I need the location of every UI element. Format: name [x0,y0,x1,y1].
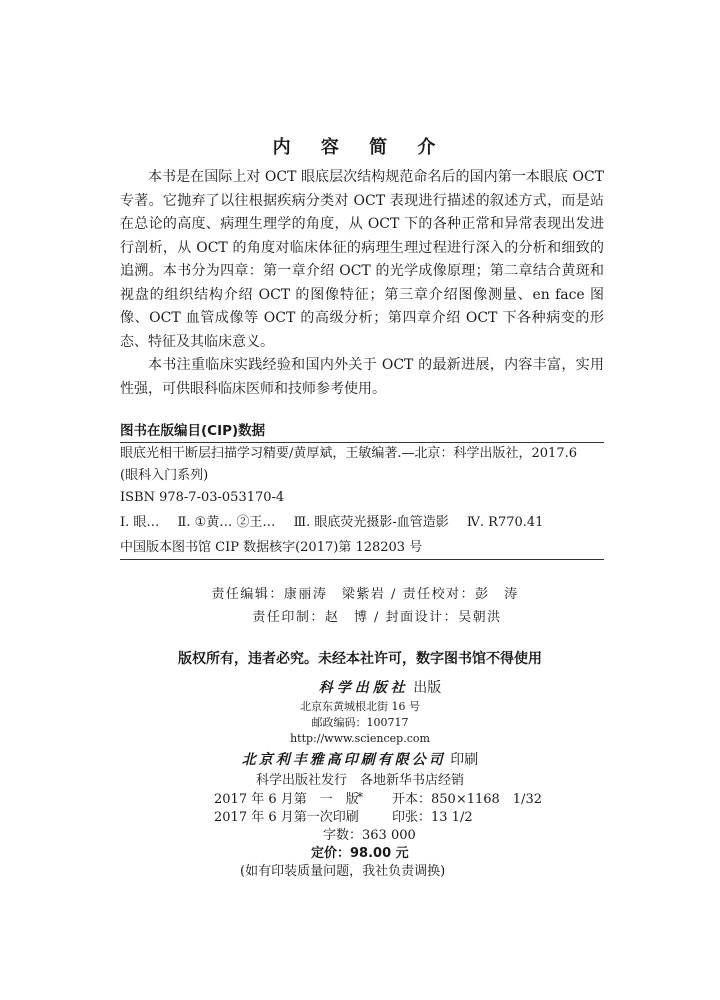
cip-subject-4: Ⅳ. R770.41 [466,515,544,530]
cip-data-block [120,420,604,560]
printing-row [0,809,720,827]
publisher-postcode: 邮政编码：100717 [311,716,409,729]
cip-bottom-rule [120,559,604,560]
format-size: 开本：850×1168 1/32 [392,792,542,807]
printer-suffix: 印刷 [450,752,479,768]
edition-row [0,791,720,809]
cip-subject-headings [120,509,604,537]
cip-isbn: ISBN 978-7-03-053170-4 [120,490,285,505]
cip-heading: 图书在版编目(CIP)数据 [120,423,266,439]
publisher-logo: 科学出版社 [318,680,409,696]
separator-star: * [357,790,363,804]
edition-date: 2017 年 6 月第 一 版 [214,792,359,807]
cip-subject-1: Ⅰ. 眼… [120,515,160,530]
page-title: 内 容 简 介 [272,137,448,158]
cip-bibliographic-line: 眼底光相干断层扫描学习精要/黄厚斌，王敏编著.—北京：科学出版社，2017.6 [120,446,577,461]
word-count: 字数：363 000 [323,828,416,843]
intro-paragraph-1: 本书是在国际上对 OCT 眼底层次结构规范命名后的国内第一本眼底 OCT 专著。它抛弃了以往根据疾病分类对 OCT 表现进行描述的叙述方式，而是站在总论的高度、病理生理学的角度，从 OCT 下的各种正常和异常表现出发进行剖析，从 OCT 的角度对临床体征的病理生理过程进行深入的分析和细致的追溯。本书分为四章：第一章介绍 OCT 的光学成像原理；第二章结合黄斑和视盘的组织结构介绍 OCT 的图像特征；第三章介绍图像测量、en face 图像、OCT 血管成像等 OCT 的高级分析；第四章介绍 OCT 下各种病变的形态、特征及其临床意义。 [120,169,604,350]
editor-line-1: 责任编辑：康丽涛 梁紫岩 / 责任校对：彭 涛 [211,587,519,602]
printing-date: 2017 年 6 月第一次印刷 [214,810,359,825]
book-introduction [120,166,604,401]
publisher-suffix: 出版 [413,680,442,696]
publisher-website: http://www.sciencep.com [290,732,430,745]
price-row [0,845,720,863]
imprint-block [0,677,720,803]
editor-line-2: 责任印制：赵 博 / 封面设计：吴朝洪 [252,610,502,625]
word-count-row [0,827,720,845]
note-row [0,863,720,881]
editorial-credits [0,583,720,629]
quality-note: (如有印装质量问题，我社负责调换) [240,864,446,879]
sheet-count: 印张：13 1/2 [392,810,473,825]
cip-series-line: (眼科入门系列) [120,468,209,483]
cip-subject-3: Ⅲ. 眼底荧光摄影-血管造影 [293,515,449,530]
publisher-line [40,677,720,699]
publication-specs [0,791,720,881]
price: 定价：98.00 元 [311,846,409,861]
printer-line [0,749,720,771]
copyright-notice: 版权所有，违者必究。未经本社许可，数字图书馆不得使用 [178,651,542,667]
publisher-address: 北京东黄城根北街 16 号 [300,700,420,713]
cip-catalog-number: 中国版本图书馆 CIP 数据核字(2017)第 128203 号 [120,540,423,555]
cip-subject-2: Ⅱ. ①黄… ②王… [177,515,276,530]
distribution-line: 科学出版社发行 各地新华书店经销 [255,773,464,788]
intro-paragraph-2: 本书注重临床实践经验和国内外关于 OCT 的最新进展，内容丰富，实用性强，可供眼科临床医师和技师参考使用。 [120,357,604,397]
printer-name: 北京利丰雅高印刷有限公司 [241,752,446,768]
